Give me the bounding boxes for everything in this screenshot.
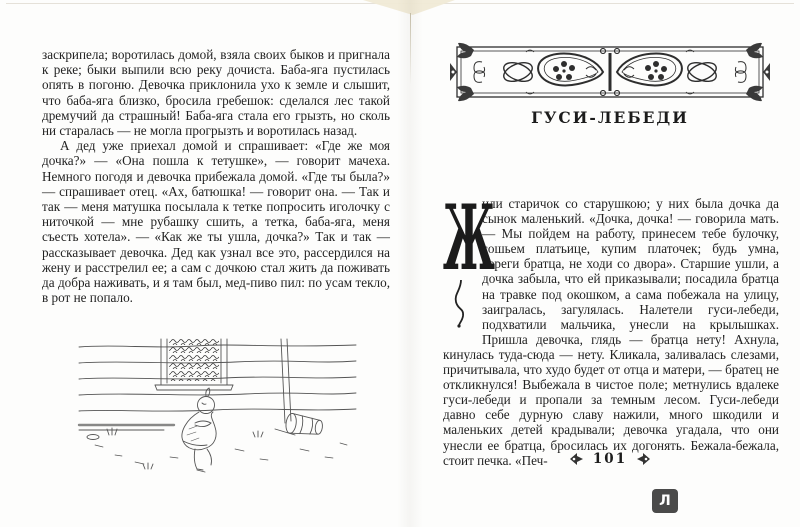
- page-footer: [440, 450, 780, 468]
- drop-cap-letter: Ж: [443, 185, 495, 291]
- left-page-text: [42, 47, 390, 305]
- page-number-ornament-left-icon: [569, 452, 585, 466]
- paragraph: заскрипела; воротилась домой, взяла своих быков и пригнала к реке; быки выпили всю реку дочиста. Баба-яга пустилась опять в погоню. Девочка приклонила ухо к земле и слышит, что баба-яга близко, бросила гребешок: сделался лес такой дремучий да страшный! Баба-яга стала его грызть, но сколь ни старалась — не могла прогрызть и воротилась назад.: [42, 47, 390, 139]
- binding-gutter-shadow: [397, 0, 423, 527]
- story-illustration: [75, 337, 361, 485]
- story-title: ГУСИ-ЛЕБЕДИ: [531, 108, 689, 127]
- drop-cap: [443, 185, 495, 333]
- right-page-text: [443, 185, 779, 468]
- logo-letter: Л: [659, 493, 671, 509]
- paragraph: А дед уже приехал домой и спрашивает: «Где же моя дочка?» — «Она пошла к тетушке», — говорит мачеха. Немного погодя и девочка прибежала домой. «Где ты была?» — спрашивает отец. «Ах, батюшка! — говорит она. — Так и так — меня матушка посылала к тетке попросить иголочку с ниточкой — мне рубашку сшить, а тетка, баба-яга, меня съесть хотела». — «Как же ты ушла, дочка?» Так и так — рассказывает девочка. Дед как узнал все это, рассердился на жену и расстрелил ее; а сам с дочкою стал жить да поживать да добра наживать, и я там был, мед-пиво пил: по усам текло, в рот не попало.: [42, 138, 390, 306]
- drop-cap-flourish-icon: [448, 280, 474, 330]
- page-number: 101: [592, 451, 628, 468]
- knotwork-ornament-svg: [450, 39, 770, 105]
- paragraph: или старичок со старушкою; у них была дочка да сынок маленький. «Дочка, дочка! — говорила мать. — Мы пойдем на работу, принесем тебе булочку, сошьем платьице, купим платочек; будь умна, береги братца, не ходи со двора». Старшие ушли, а дочка забыла, что ей приказывали; посадила братца на травке под окошком, а сама побежала на улицу, заигралась, загулялась. Налетели гуси-лебеди, подхватили мальчика, унесли на крылышках. Пришла девочка, глядь — братца нету! Ахнула, кинулась туда-сюда — нету. Кликала, заливалась слезами, причитывала, что худо будет от отца и матери, — братец не откликнулся! Выбежала в чистое поле; метнулись вдалеке гуси-лебеди и пропали за темным лесом. Гуси-лебеди давно себе дурную славу нажили, много шкодили и маленьких детей крадывали; девочка угадала, что они унесли ее братца, бросилась их догонять. Бежала-бежала, стоит печка. «Печ-: [443, 196, 779, 468]
- header-ornament-band: [450, 39, 770, 105]
- labirint-logo-badge: [652, 489, 678, 513]
- page-number-ornament-right-icon: [635, 452, 651, 466]
- running-child-sketch-illustration: [75, 337, 361, 485]
